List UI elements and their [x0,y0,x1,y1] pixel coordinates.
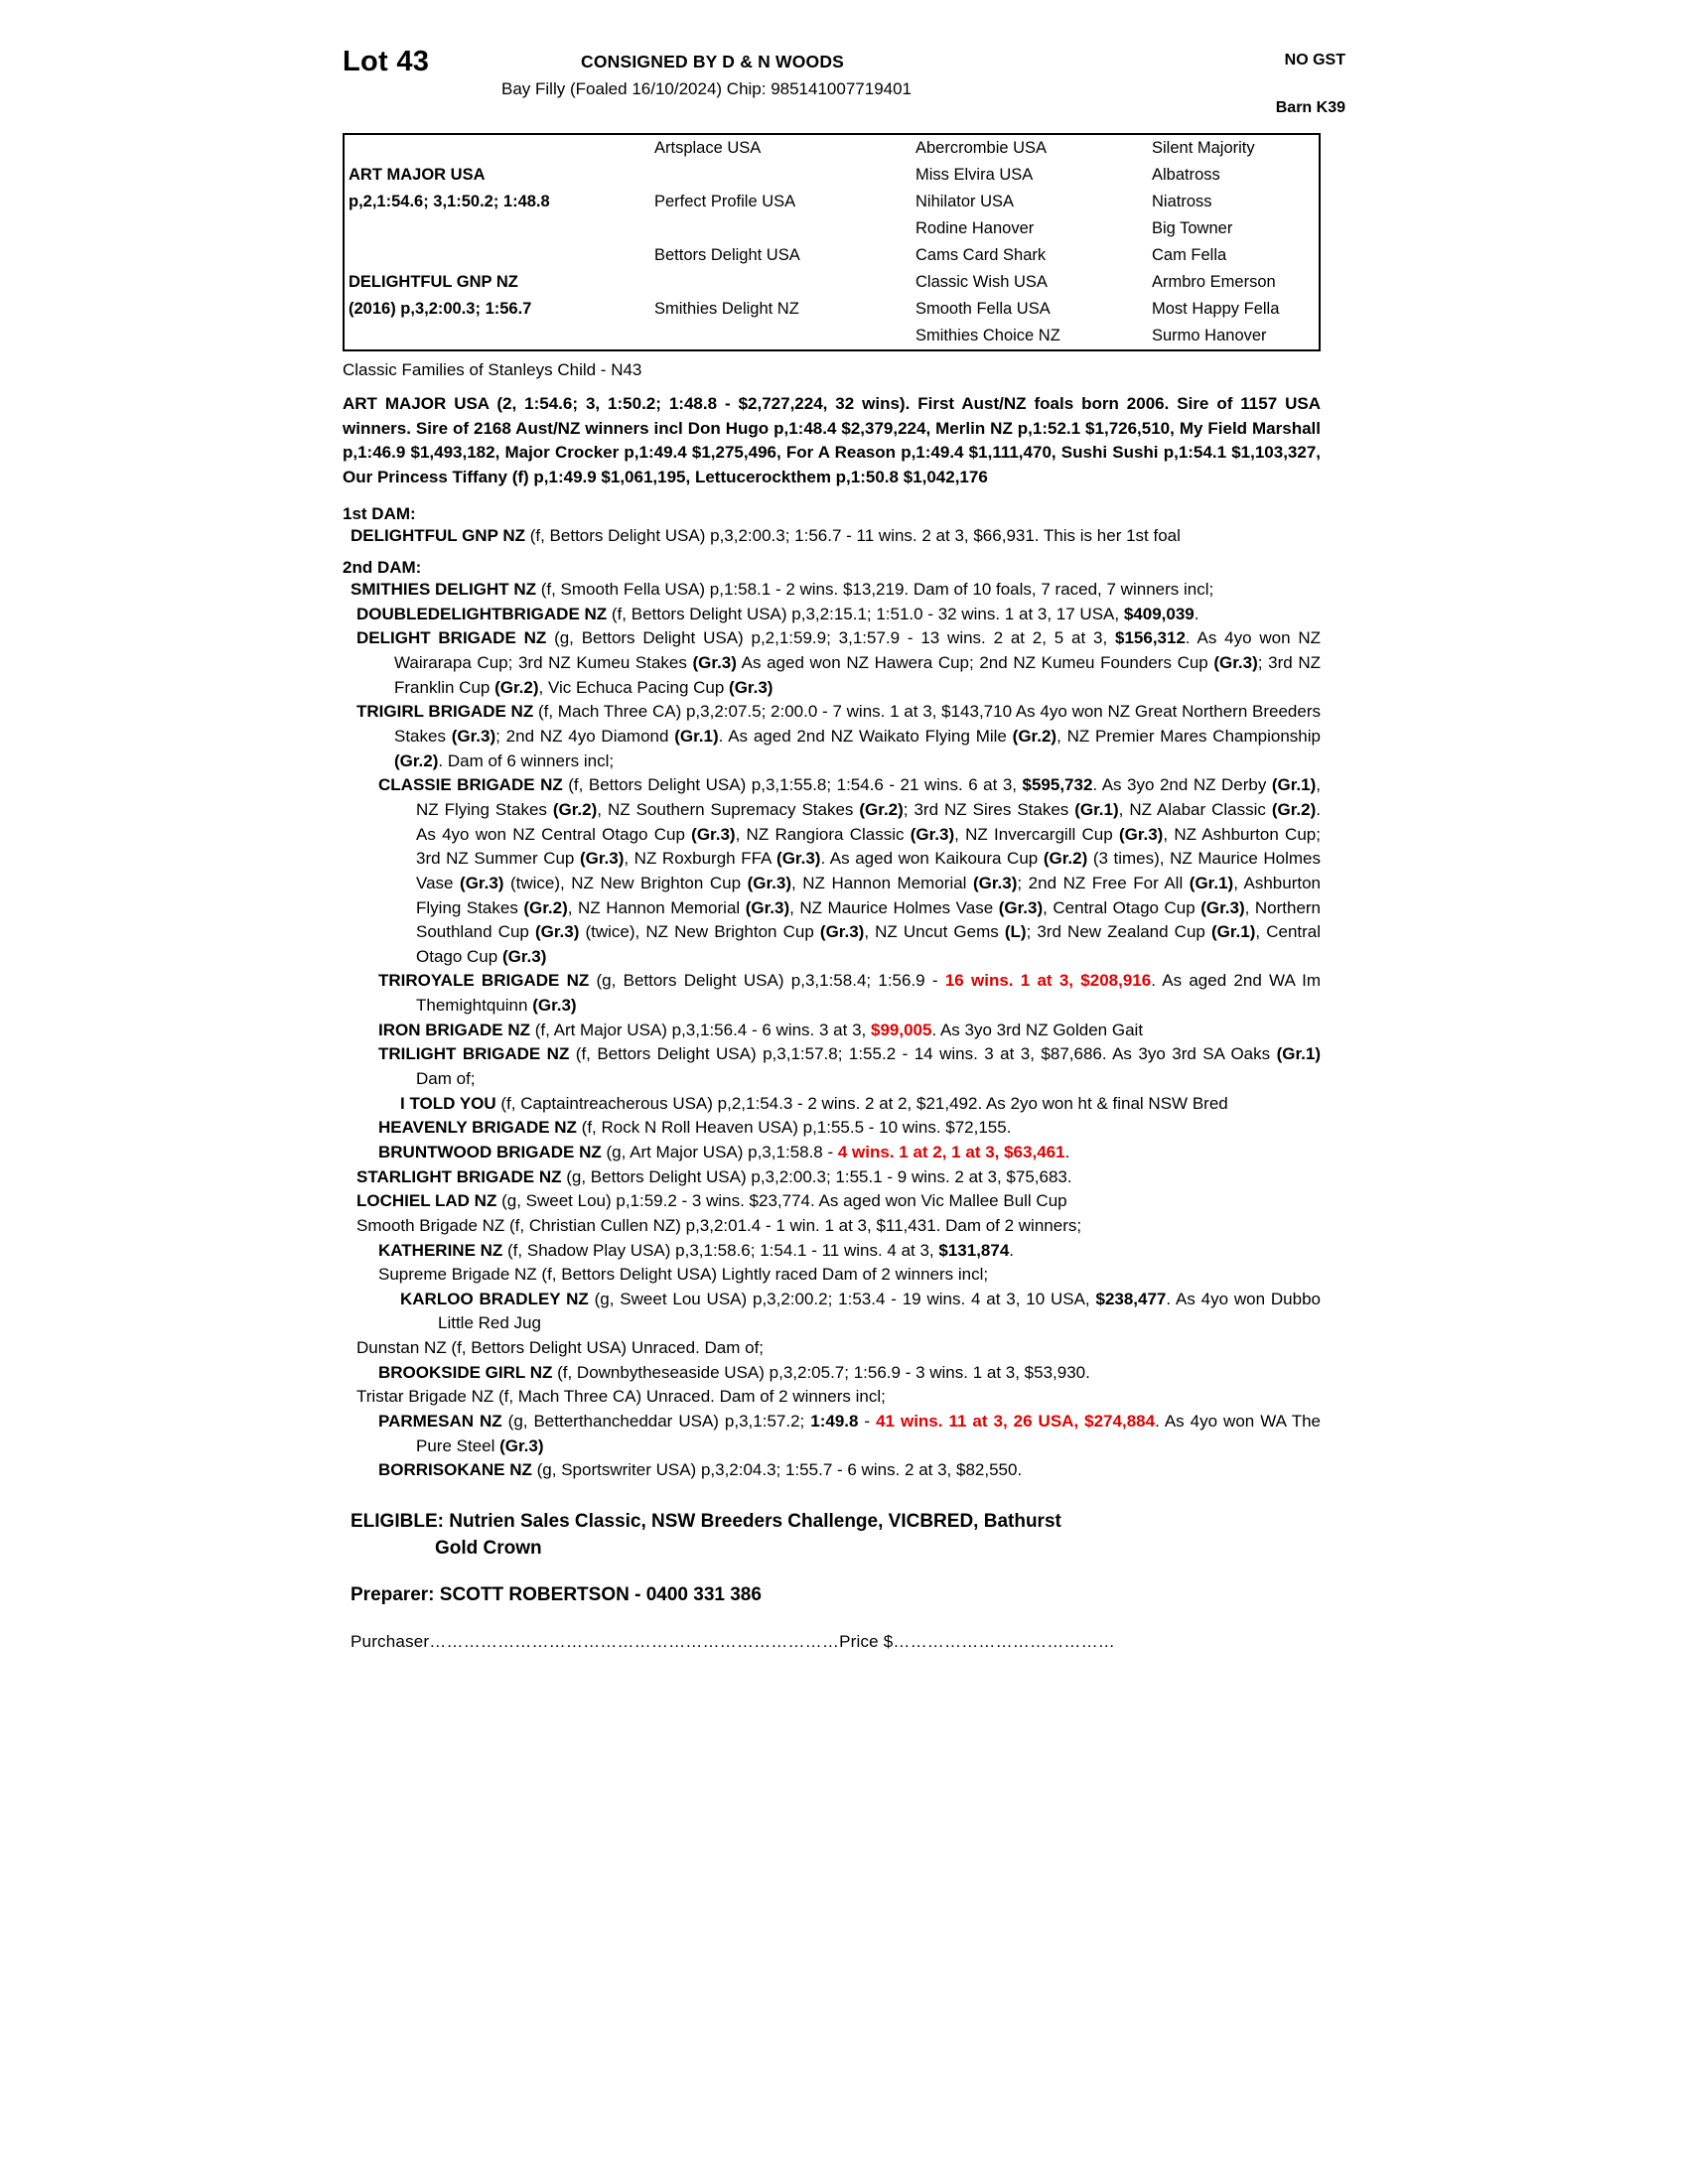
lot-number: Lot 43 [343,46,430,77]
detail-text: (f, Bettors Delight USA) Lightly raced Dam of 2 winners incl; [536,1265,989,1285]
emphasis-text: (Gr.3) [747,873,792,892]
horse-name: PARMESAN NZ [378,1411,502,1431]
pedigree-cell-2: Artsplace USA [654,139,762,158]
emphasis-text: (Gr.3) [998,897,1044,917]
detail-text: (f, Captaintreacherous USA) p,2,1:54.3 - 2 wins. 2 at 2, $21,492. As 2yo won ht & final NSW Bred [495,1093,1228,1113]
second-dam-entry [343,578,1321,603]
progeny-entry [343,700,1321,773]
progeny-entry [343,626,1321,700]
detail-text: (f, Downbytheseaside USA) p,3,2:05.7; 1:56.9 - 3 wins. 1 at 3, $53,930. [552,1362,1090,1382]
detail-text: As aged won NZ Hawera Cup; 2nd NZ Kumeu Founders Cup [736,653,1214,673]
detail-text: (f, Christian Cullen NZ) p,3,2:01.4 - 1 win. 1 at 3, $11,431. Dam of 2 winners; [504,1215,1082,1235]
highlight-text: 4 wins. 1 at 2, 1 at 3, $63,461 [837,1142,1065,1161]
sire-summary: ART MAJOR USA (2, 1:54.6; 3, 1:50.2; 1:48.8 - $2,727,224, 32 wins). First Aust/NZ foals born 2006. Sire of 1157 USA winners. Sire of 2168 Aust/NZ winners incl Don Hugo p,1:48.4 $2,379,224, Merlin NZ p,1:52.1 $1,726,510, My Field Marshall p,1:46.9 $1,493,182, Major Crocker p,1:49.4 $1,275,496, For A Reason p,1:49.4 $1,111,470, Sushi Sushi p,1:54.1 $1,103,327, Our Princess Tiffany (f) p,1:49.9 $1,061,195, Lettucerockthem p,1:50.8 $1,042,176 [343,394,1321,486]
pedigree-cell-1 [345,135,650,162]
detail-text: (twice), NZ New Brighton Cup [503,873,748,892]
detail-text: , NZ Flying Stakes [416,775,1321,819]
emphasis-text: (Gr.2) [1271,799,1317,819]
pedigree-cell-4: Silent Majority [1152,139,1255,158]
detail-text: . As 4yo won WA The Pure Steel [416,1411,1321,1455]
emphasis-text: (Gr.1) [1271,775,1317,795]
emphasis-text: (Gr.3) [534,922,580,942]
detail-text: . As 3yo 3rd NZ Golden Gait [931,1020,1144,1039]
pedigree-cell-2 [650,269,912,296]
detail-text: (f, Art Major USA) p,3,1:56.4 - 6 wins. 3 at 3, [530,1020,871,1039]
progeny-entry [343,1116,1321,1141]
horse-name: LOCHIEL LAD NZ [356,1191,497,1211]
progeny-entry [343,1458,1321,1483]
horse-name: SMITHIES DELIGHT NZ [351,580,536,600]
pedigree-cell-1: p,2,1:54.6; 3,1:50.2; 1:48.8 [349,193,550,211]
detail-text: , NZ Roxburgh FFA [624,849,777,869]
pedigree-cell-3: Classic Wish USA [915,273,1048,292]
progeny-entry [343,969,1321,1018]
detail-text: , Central Otago Cup [1043,897,1201,917]
second-dam-heading: 2nd DAM: [343,558,422,578]
progeny-entry [343,1410,1321,1458]
progeny-entry [343,1288,1321,1336]
pedigree-cell-4: Albatross [1152,166,1220,185]
detail-text: (f, Rock N Roll Heaven USA) p,1:55.5 - 10 wins. $72,155. [576,1118,1012,1138]
emphasis-text: (Gr.3) [501,946,547,966]
pedigree-cell-2 [650,323,912,349]
horse-name: TRIROYALE BRIGADE NZ [378,971,590,991]
detail-text: (f, Bettors Delight USA) p,3,2:15.1; 1:51.0 - 32 wins. 1 at 3, 17 USA, [607,604,1124,623]
eligibility-note [343,1509,1274,1563]
detail-text: . As 3yo 2nd NZ Derby [1092,775,1272,795]
first-dam-entry [343,524,1321,549]
detail-text: ; 3rd New Zealand Cup [1026,922,1211,942]
pedigree-cell-1: (2016) p,3,2:00.3; 1:56.7 [349,300,532,319]
progeny-entry [343,773,1321,969]
pedigree-cell-1: DELIGHTFUL GNP NZ [349,273,518,292]
emphasis-text: (Gr.3) [745,897,790,917]
pedigree-row [345,296,1349,323]
horse-name: TRILIGHT BRIGADE NZ [378,1044,570,1064]
progeny-entry [343,1042,1321,1091]
eligibility-line-1: ELIGIBLE: Nutrien Sales Classic, NSW Breeders Challenge, VICBRED, Bathurst [351,1510,1061,1532]
pedigree-cell-3: Smithies Choice NZ [915,327,1060,345]
emphasis-text: (Gr.3) [1213,653,1258,673]
emphasis-text: (Gr.2) [394,751,439,770]
horse-name: I TOLD YOU [400,1093,496,1113]
purchaser-field[interactable]: Purchaser……………………………………………………………… [351,1631,840,1651]
detail-text: . As 4yo won NZ Central Otago Cup [416,799,1321,844]
emphasis-text: (Gr.3) [579,849,625,869]
emphasis-text: (Gr.3) [1118,824,1164,844]
pedigree-row [345,323,1349,349]
detail-text: , Ashburton Flying Stakes [416,873,1322,917]
detail-text: , NZ Premier Mares Championship [1056,727,1321,747]
purchaser-line [343,1632,1345,1652]
eligibility-line-2: Gold Crown [435,1537,542,1559]
progeny-entry [343,1214,1321,1239]
progeny-entry [343,1336,1321,1361]
emphasis-text: $156,312 [1115,628,1186,648]
horse-name: DOUBLEDELIGHTBRIGADE NZ [356,604,608,623]
pedigree-cell-4: Most Happy Fella [1152,300,1280,319]
detail-text: . [1064,1142,1070,1161]
detail-text: . As aged 2nd WA Im Themightquinn [416,971,1322,1016]
emphasis-text: (Gr.2) [552,799,598,819]
emphasis-text: (Gr.2) [494,677,539,697]
detail-text: , Northern Southland Cup [416,897,1322,942]
emphasis-text: (Gr.3) [1200,897,1245,917]
pedigree-cell-3: Miss Elvira USA [915,166,1034,185]
horse-name: BORRISOKANE NZ [378,1460,532,1480]
gst-status: NO GST [1284,52,1345,68]
pedigree-cell-1 [345,242,650,269]
horse-name: BRUNTWOOD BRIGADE NZ [378,1142,602,1161]
emphasis-text: (Gr.3) [819,922,865,942]
preparer-line: Preparer: SCOTT ROBERTSON - 0400 331 386 [351,1583,762,1605]
detail-text: Dam of; [416,1069,476,1089]
pedigree-cell-3: Nihilator USA [915,193,1015,211]
detail-text: (g, Sweet Lou USA) p,3,2:00.2; 1:53.4 - 19 wins. 4 at 3, 10 USA, [588,1289,1096,1308]
detail-text: (g, Betterthancheddar USA) p,3,1:57.2; [501,1411,811,1431]
horse-name: BROOKSIDE GIRL NZ [378,1362,553,1382]
horse-name: CLASSIE BRIGADE NZ [378,775,563,795]
progeny-entry [343,1263,1321,1288]
highlight-text: 16 wins. 1 at 3, $208,916 [944,971,1152,991]
horse-details: (f, Smooth Fella USA) p,1:58.1 - 2 wins. $13,219. Dam of 10 foals, 7 raced, 7 winners incl; [536,580,1214,600]
horse-name: DELIGHTFUL GNP NZ [351,525,525,545]
pedigree-cell-4: Surmo Hanover [1152,327,1267,345]
emphasis-text: (Gr.1) [674,727,719,747]
emphasis-text: (Gr.1) [1276,1044,1321,1064]
pedigree-row [345,242,1349,269]
progeny-entry [343,1239,1321,1264]
pedigree-row [345,269,1349,296]
horse-description: Bay Filly (Foaled 16/10/2024) Chip: 985141007719401 [501,79,913,98]
progeny-entry [343,1141,1321,1165]
detail-text: , NZ Rangiora Classic [735,824,911,844]
detail-text: (g, Sportswriter USA) p,3,2:04.3; 1:55.7 - 6 wins. 2 at 3, $82,550. [531,1460,1023,1480]
emphasis-text: (Gr.1) [1074,799,1119,819]
emphasis-text: (Gr.1) [1210,922,1256,942]
detail-text: ; 3rd NZ Sires Stakes [903,799,1075,819]
detail-text: , NZ Invercargill Cup [954,824,1119,844]
pedigree-row [345,135,1349,162]
detail-text: (3 times), NZ Maurice Holmes Vase [416,849,1321,892]
emphasis-text: (Gr.3) [499,1435,544,1455]
pedigree-cell-3: Cams Card Shark [915,246,1047,265]
detail-text: , NZ Hannon Memorial [791,873,973,892]
pedigree-row [345,215,1349,242]
classic-families-line: Classic Families of Stanleys Child - N43 [343,360,642,379]
horse-name: Dunstan NZ [356,1338,447,1358]
pedigree-cell-4: Big Towner [1152,219,1233,238]
pedigree-cell-2 [650,162,912,189]
emphasis-text: (Gr.3) [910,824,955,844]
pedigree-cell-2: Smithies Delight NZ [654,300,799,319]
detail-text: , NZ Ashburton Cup; 3rd NZ Summer Cup [416,824,1321,869]
highlight-text: 41 wins. 11 at 3, 26 USA, $274,884 [876,1411,1156,1431]
emphasis-text: 1:49.8 [810,1411,859,1431]
emphasis-text: (Gr.2) [1043,849,1088,869]
detail-text: . [1009,1240,1015,1260]
pedigree-row [345,189,1349,215]
detail-text: (g, Sweet Lou) p,1:59.2 - 3 wins. $23,774. As aged won Vic Mallee Bull Cup [496,1191,1067,1211]
pedigree-row [345,162,1349,189]
detail-text: (g, Art Major USA) p,3,1:58.8 - [601,1142,838,1161]
detail-text: . As aged 2nd NZ Waikato Flying Mile [718,727,1013,747]
emphasis-text: (Gr.3) [692,653,737,673]
progeny-entry [343,1092,1321,1117]
pedigree-cell-4: Armbro Emerson [1152,273,1276,292]
detail-text: ; 3rd NZ Franklin Cup [394,653,1321,697]
emphasis-text: (Gr.3) [973,873,1018,892]
price-field[interactable]: Price $………………………………… [839,1631,1116,1651]
detail-text: (twice), NZ New Brighton Cup [579,922,820,942]
emphasis-text: (Gr.3) [776,849,821,869]
detail-text: , Central Otago Cup [416,922,1322,966]
detail-text: , NZ Alabar Classic [1118,799,1272,819]
horse-details: (f, Bettors Delight USA) p,3,2:00.3; 1:56.7 - 11 wins. 2 at 3, $66,931. This is her 1st foal [525,525,1181,545]
detail-text: (f, Bettors Delight USA) p,3,1:57.8; 1:55.2 - 14 wins. 3 at 3, $87,686. As 3yo 3rd SA Oaks [569,1044,1277,1064]
emphasis-text: $409,039 [1123,604,1195,623]
emphasis-text: (Gr.3) [460,873,504,892]
detail-text: (g, Bettors Delight USA) p,3,2:00.3; 1:55.1 - 9 wins. 2 at 3, $75,683. [561,1166,1072,1186]
pedigree-table [343,133,1321,351]
progeny-entry [343,1189,1321,1214]
progeny-entry [343,1361,1321,1386]
highlight-text: $99,005 [870,1020,932,1039]
barn-number: Barn K39 [1275,99,1345,116]
horse-name: TRIGIRL BRIGADE NZ [356,702,534,722]
emphasis-text: $595,732 [1022,775,1093,795]
emphasis-text: (Gr.3) [532,996,577,1016]
consignor-label: CONSIGNED BY D & N WOODS [581,52,845,71]
detail-text: (f, Bettors Delight USA) p,3,1:55.8; 1:54.6 - 21 wins. 6 at 3, [562,775,1023,795]
detail-text: . As aged won Kaikoura Cup [820,849,1044,869]
detail-text: (g, Bettors Delight USA) p,2,1:59.9; 3,1:57.9 - 13 wins. 2 at 2, 5 at 3, [546,628,1115,648]
detail-text: , NZ Southern Supremacy Stakes [597,799,860,819]
pedigree-cell-3: Abercrombie USA [915,139,1048,158]
pedigree-cell-4: Cam Fella [1152,246,1227,265]
pedigree-cell-1 [345,215,650,242]
detail-text: , NZ Hannon Memorial [567,897,746,917]
first-dam-heading: 1st DAM: [343,503,416,523]
pedigree-cell-3: Smooth Fella USA [915,300,1051,319]
horse-name: KATHERINE NZ [378,1240,503,1260]
emphasis-text: (Gr.1) [1189,873,1234,892]
emphasis-text: $238,477 [1095,1289,1167,1308]
page-content [343,40,1345,1652]
emphasis-text: (Gr.3) [451,727,496,747]
horse-name: HEAVENLY BRIGADE NZ [378,1118,577,1138]
detail-text: , NZ Maurice Holmes Vase [789,897,999,917]
detail-text: . Dam of 6 winners incl; [438,751,615,770]
detail-text: . [1194,604,1199,623]
horse-name: DELIGHT BRIGADE NZ [356,628,547,648]
horse-name: STARLIGHT BRIGADE NZ [356,1166,562,1186]
detail-text: . As 4yo won NZ Wairarapa Cup; 3rd NZ Kumeu Stakes [394,628,1321,673]
detail-text: . As 4yo won Dubbo Little Red Jug [438,1289,1321,1333]
emphasis-text: (Gr.2) [1012,727,1057,747]
pedigree-cell-1 [345,323,650,349]
emphasis-text: $131,874 [938,1240,1010,1260]
detail-text: , NZ Uncut Gems [864,922,1005,942]
horse-name: Supreme Brigade NZ [378,1265,537,1285]
horse-name: IRON BRIGADE NZ [378,1020,530,1039]
detail-text: (f, Mach Three CA) p,3,2:07.5; 2:00.0 - 7 wins. 1 at 3, $143,710 As 4yo won NZ Great Northern Breeders Stakes [394,702,1322,747]
pedigree-cell-2 [650,215,912,242]
emphasis-text: (L) [1004,922,1027,942]
pedigree-cell-3: Rodine Hanover [915,219,1035,238]
progeny-entry [343,603,1321,627]
emphasis-text: (Gr.2) [523,897,568,917]
progeny-entry [343,1385,1321,1410]
emphasis-text: (Gr.3) [691,824,736,844]
detail-text: , Vic Echuca Pacing Cup [538,677,730,697]
horse-name: Tristar Brigade NZ [356,1387,494,1407]
detail-text: - [858,1411,877,1431]
pedigree-cell-2: Bettors Delight USA [654,246,800,265]
pedigree-cell-4: Niatross [1152,193,1212,211]
emphasis-text: (Gr.3) [729,677,774,697]
progeny-list [343,603,1345,1483]
emphasis-text: (Gr.2) [859,799,904,819]
detail-text: ; 2nd NZ Free For All [1017,873,1190,892]
detail-text: (f, Shadow Play USA) p,3,1:58.6; 1:54.1 - 11 wins. 4 at 3, [502,1240,939,1260]
detail-text: (g, Bettors Delight USA) p,3,1:58.4; 1:56.9 - [589,971,945,991]
horse-name: Smooth Brigade NZ [356,1215,505,1235]
page-header [343,40,1345,119]
detail-text: (f, Bettors Delight USA) Unraced. Dam of; [446,1338,765,1358]
horse-name: KARLOO BRADLEY NZ [400,1289,589,1308]
progeny-entry [343,1019,1321,1043]
detail-text: (f, Mach Three CA) Unraced. Dam of 2 winners incl; [493,1387,886,1407]
pedigree-cell-1: ART MAJOR USA [349,166,486,185]
progeny-entry [343,1165,1321,1190]
pedigree-cell-2: Perfect Profile USA [654,193,796,211]
detail-text: ; 2nd NZ 4yo Diamond [495,727,675,747]
